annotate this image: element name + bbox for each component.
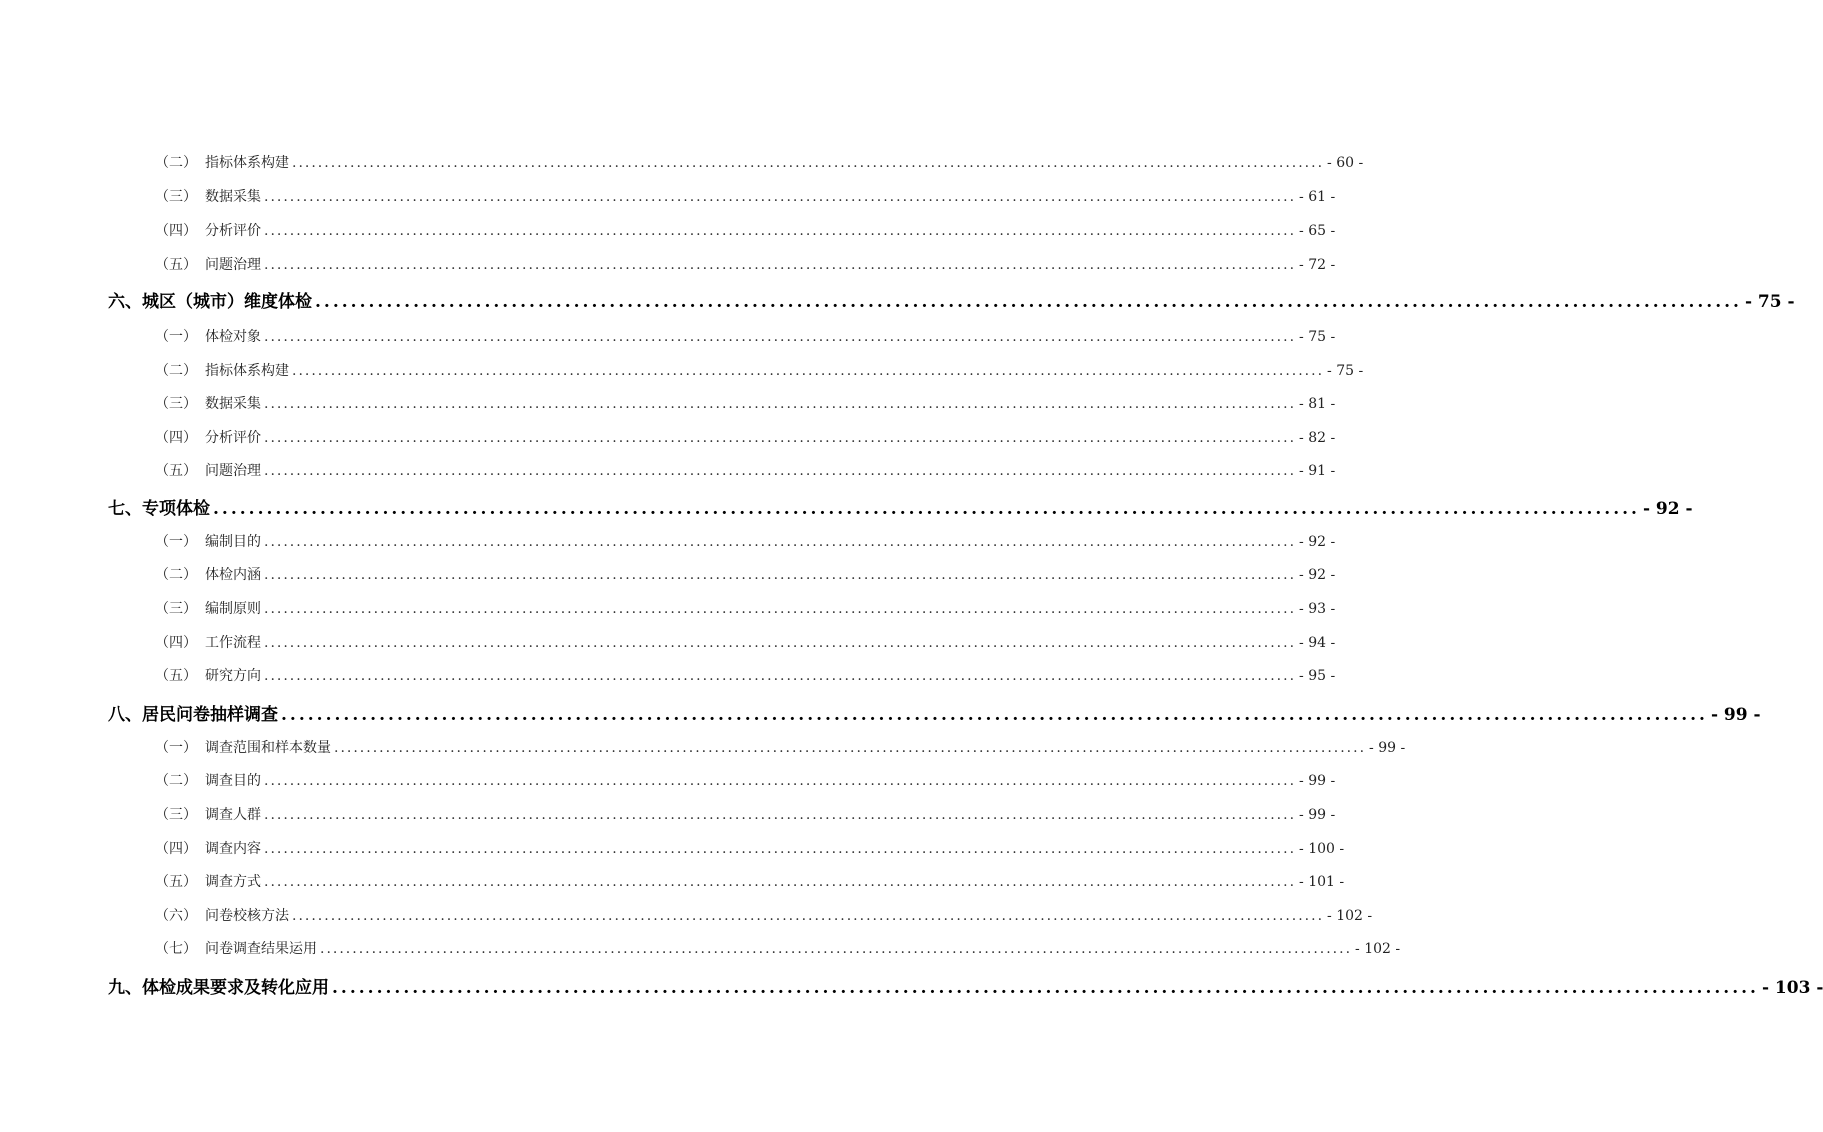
toc-dot-leader: ................................................................................................................................................................ (334, 740, 1367, 756)
toc-dot-leader: ................................................................................................................................................................ (264, 189, 1297, 205)
toc-chapter-title: 七、专项体检 (108, 499, 210, 519)
toc-entry-6-4[interactable] (155, 427, 1336, 447)
toc-entry-8-6[interactable] (155, 905, 1373, 925)
toc-entry-title: 体检对象 (205, 329, 261, 345)
toc-entry-number: （四） (155, 223, 197, 239)
toc-dot-leader: ................................................................................................................................................................ (264, 257, 1297, 273)
toc-page-number: - 99 - (1710, 705, 1761, 725)
toc-chapter-title: 九、体检成果要求及转化应用 (108, 978, 329, 998)
toc-entry-8-1[interactable] (155, 737, 1406, 757)
toc-entry-number: （二） (155, 155, 197, 171)
toc-dot-leader: ................................................................................................................................................................ (281, 705, 1708, 725)
toc-page-number: - 101 - (1299, 874, 1345, 890)
toc-entry-number: （四） (155, 841, 197, 857)
toc-page-number: - 91 - (1299, 463, 1336, 479)
toc-page-number: - 103 - (1761, 978, 1823, 998)
toc-entry-7-5[interactable] (155, 665, 1336, 685)
toc-entry-title: 分析评价 (205, 223, 261, 239)
toc-chapter-title: 六、城区（城市）维度体检 (108, 292, 312, 312)
toc-page-number: - 92 - (1299, 534, 1336, 550)
toc-page-number: - 92 - (1299, 567, 1336, 583)
toc-dot-leader: ................................................................................................................................................................ (264, 430, 1297, 446)
toc-page-number: - 75 - (1327, 363, 1364, 379)
toc-dot-leader: ................................................................................................................................................................ (264, 463, 1297, 479)
toc-entry-title: 指标体系构建 (205, 363, 289, 379)
toc-entry-title: 问卷调查结果运用 (205, 941, 317, 957)
toc-entry-number: （七） (155, 941, 197, 957)
toc-entry-4-analysis-a[interactable] (155, 220, 1336, 240)
toc-dot-leader: ................................................................................................................................................................ (292, 908, 1325, 924)
toc-dot-leader: ................................................................................................................................................................ (264, 773, 1297, 789)
toc-page-number: - 95 - (1299, 668, 1336, 684)
toc-dot-leader: ................................................................................................................................................................ (264, 668, 1297, 684)
toc-page-number: - 82 - (1299, 430, 1336, 446)
toc-entry-title: 编制原则 (205, 601, 261, 617)
toc-entry-title: 调查范围和样本数量 (205, 740, 331, 756)
toc-entry-title: 问卷校核方法 (205, 908, 289, 924)
toc-entry-7-2[interactable] (155, 564, 1336, 584)
toc-entry-title: 问题治理 (205, 257, 261, 273)
toc-dot-leader: ................................................................................................................................................................ (264, 534, 1297, 550)
toc-entry-8-2[interactable] (155, 770, 1336, 790)
toc-entry-title: 指标体系构建 (205, 155, 289, 171)
toc-entry-6-3[interactable] (155, 393, 1336, 413)
toc-entry-2-construction-a[interactable] (155, 152, 1364, 172)
toc-page-number: - 100 - (1299, 841, 1345, 857)
toc-chapter-7[interactable] (108, 494, 1693, 519)
toc-entry-7-1[interactable] (155, 531, 1336, 551)
toc-entry-title: 调查目的 (205, 773, 261, 789)
toc-entry-title: 数据采集 (205, 396, 261, 412)
toc-page-number: - 65 - (1299, 223, 1336, 239)
toc-entry-number: （五） (155, 668, 197, 684)
toc-dot-leader: ................................................................................................................................................................ (264, 874, 1297, 890)
toc-page-number: - 102 - (1327, 908, 1373, 924)
toc-entry-title: 调查方式 (205, 874, 261, 890)
toc-dot-leader: ................................................................................................................................................................ (292, 155, 1325, 171)
toc-entry-title: 分析评价 (205, 430, 261, 446)
toc-entry-title: 编制目的 (205, 534, 261, 550)
toc-dot-leader: ................................................................................................................................................................ (264, 635, 1297, 651)
toc-entry-title: 问题治理 (205, 463, 261, 479)
toc-entry-8-5[interactable] (155, 871, 1345, 891)
toc-entry-title: 工作流程 (205, 635, 261, 651)
toc-entry-title: 调查内容 (205, 841, 261, 857)
toc-entry-number: （五） (155, 874, 197, 890)
toc-entry-number: （一） (155, 329, 197, 345)
toc-entry-8-7[interactable] (155, 938, 1401, 958)
toc-page-number: - 102 - (1355, 941, 1401, 957)
toc-entry-8-4[interactable] (155, 838, 1345, 858)
toc-chapter-title: 八、居民问卷抽样调查 (108, 705, 278, 725)
toc-page-number: - 99 - (1299, 773, 1336, 789)
toc-entry-5-governance-a[interactable] (155, 254, 1336, 274)
toc-dot-leader: ................................................................................................................................................................ (315, 292, 1742, 312)
toc-chapter-8[interactable] (108, 700, 1761, 725)
toc-entry-3-data-a[interactable] (155, 186, 1336, 206)
toc-entry-7-3[interactable] (155, 598, 1336, 618)
toc-dot-leader: ................................................................................................................................................................ (264, 601, 1297, 617)
toc-dot-leader: ................................................................................................................................................................ (264, 329, 1297, 345)
toc-dot-leader: ................................................................................................................................................................ (264, 807, 1297, 823)
toc-entry-6-2[interactable] (155, 360, 1364, 380)
toc-entry-number: （五） (155, 463, 197, 479)
toc-entry-number: （三） (155, 396, 197, 412)
toc-entry-title: 体检内涵 (205, 567, 261, 583)
toc-dot-leader: ................................................................................................................................................................ (264, 396, 1297, 412)
toc-entry-number: （六） (155, 908, 197, 924)
toc-dot-leader: ................................................................................................................................................................ (264, 223, 1297, 239)
toc-dot-leader: ................................................................................................................................................................ (264, 841, 1297, 857)
toc-entry-number: （二） (155, 567, 197, 583)
toc-dot-leader: ................................................................................................................................................................ (332, 978, 1759, 998)
toc-page-number: - 72 - (1299, 257, 1336, 273)
toc-entry-number: （一） (155, 534, 197, 550)
toc-dot-leader: ................................................................................................................................................................ (320, 941, 1353, 957)
toc-entry-number: （五） (155, 257, 197, 273)
toc-page-number: - 75 - (1299, 329, 1336, 345)
toc-entry-number: （三） (155, 189, 197, 205)
toc-entry-title: 调查人群 (205, 807, 261, 823)
toc-dot-leader: ................................................................................................................................................................ (292, 363, 1325, 379)
toc-entry-7-4[interactable] (155, 632, 1336, 652)
toc-page-number: - 93 - (1299, 601, 1336, 617)
toc-entry-number: （二） (155, 773, 197, 789)
toc-entry-6-5[interactable] (155, 460, 1336, 480)
toc-page-number: - 99 - (1369, 740, 1406, 756)
toc-chapter-9[interactable] (108, 973, 1823, 998)
toc-chapter-6[interactable] (108, 287, 1795, 312)
toc-dot-leader: ................................................................................................................................................................ (213, 499, 1640, 519)
toc-entry-number: （二） (155, 363, 197, 379)
toc-entry-number: （四） (155, 635, 197, 651)
toc-entry-title: 数据采集 (205, 189, 261, 205)
toc-dot-leader: ................................................................................................................................................................ (264, 567, 1297, 583)
toc-entry-number: （一） (155, 740, 197, 756)
toc-entry-number: （四） (155, 430, 197, 446)
toc-page-number: - 99 - (1299, 807, 1336, 823)
toc-page-number: - 61 - (1299, 189, 1336, 205)
toc-entry-number: （三） (155, 807, 197, 823)
toc-page-number: - 92 - (1642, 499, 1693, 519)
toc-entry-6-1[interactable] (155, 326, 1336, 346)
toc-entry-number: （三） (155, 601, 197, 617)
toc-page-number: - 75 - (1744, 292, 1795, 312)
toc-page-number: - 94 - (1299, 635, 1336, 651)
toc-page-number: - 60 - (1327, 155, 1364, 171)
toc-entry-title: 研究方向 (205, 668, 261, 684)
toc-entry-8-3[interactable] (155, 804, 1336, 824)
toc-page-number: - 81 - (1299, 396, 1336, 412)
